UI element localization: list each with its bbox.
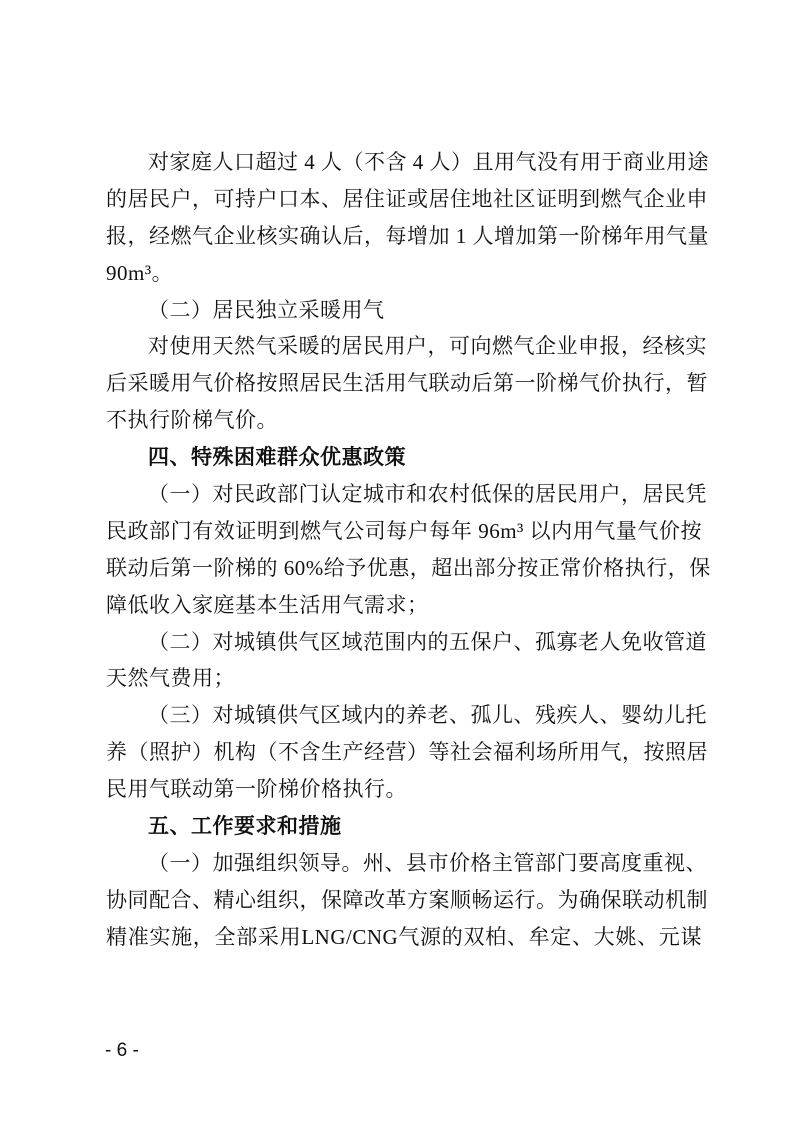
document-body — [106, 144, 711, 956]
paragraph-line: 90m³。 — [106, 260, 174, 285]
subsection-heading: （二）居民独立采暖用气 — [148, 297, 385, 322]
paragraph-line: （二）对城镇供气区域范围内的五保户、孤寡老人免收管道 — [148, 629, 707, 654]
paragraph-line: 协同配合、精心组织，保障改革方案顺畅运行。为确保联动机制 — [106, 887, 708, 912]
paragraph-line: 不执行阶梯气价。 — [106, 408, 278, 433]
paragraph-line: 对使用天然气采暖的居民用户，可向燃气企业申报，经核实 — [148, 334, 707, 359]
paragraph-line: 障低收入家庭基本生活用气需求； — [106, 592, 429, 617]
section-heading: 五、工作要求和措施 — [148, 814, 342, 839]
paragraph-line: 养（照护）机构（不含生产经营）等社会福利场所用气，按照居 — [106, 740, 708, 765]
paragraph-line: 联动后第一阶梯的 60%给予优惠，超出部分按正常价格执行，保 — [106, 555, 711, 580]
paragraph-line: 对家庭人口超过 4 人（不含 4 人）且用气没有用于商业用途 — [148, 150, 709, 174]
paragraph-line: （一）对民政部门认定城市和农村低保的居民用户，居民凭 — [148, 482, 707, 507]
section-heading: 四、特殊困难群众优惠政策 — [148, 445, 406, 470]
paragraph-line: （一）加强组织领导。州、县市价格主管部门要高度重视、 — [148, 850, 707, 875]
paragraph-line: 报，经燃气企业核实确认后，每增加 1 人增加第一阶梯年用气量 — [106, 223, 709, 248]
paragraph-line: 的居民户，可持户口本、居住证或居住地社区证明到燃气企业申 — [106, 186, 708, 211]
paragraph-line: 民政部门有效证明到燃气公司每户每年 96m³ 以内用气量气价按 — [106, 518, 702, 543]
paragraph-line: 民用气联动第一阶梯价格执行。 — [106, 777, 407, 802]
paragraph-line: 天然气费用； — [106, 666, 235, 691]
paragraph-line: 后采暖用气价格按照居民生活用气联动后第一阶梯气价执行，暂 — [106, 371, 708, 396]
paragraph-line: 精准实施，全部采用LNG/CNG气源的双柏、牟定、大姚、元谋 — [106, 924, 702, 949]
page-number: - 6 - — [105, 1040, 139, 1061]
paragraph-line: （三）对城镇供气区域内的养老、孤儿、残疾人、婴幼儿托 — [148, 703, 707, 728]
